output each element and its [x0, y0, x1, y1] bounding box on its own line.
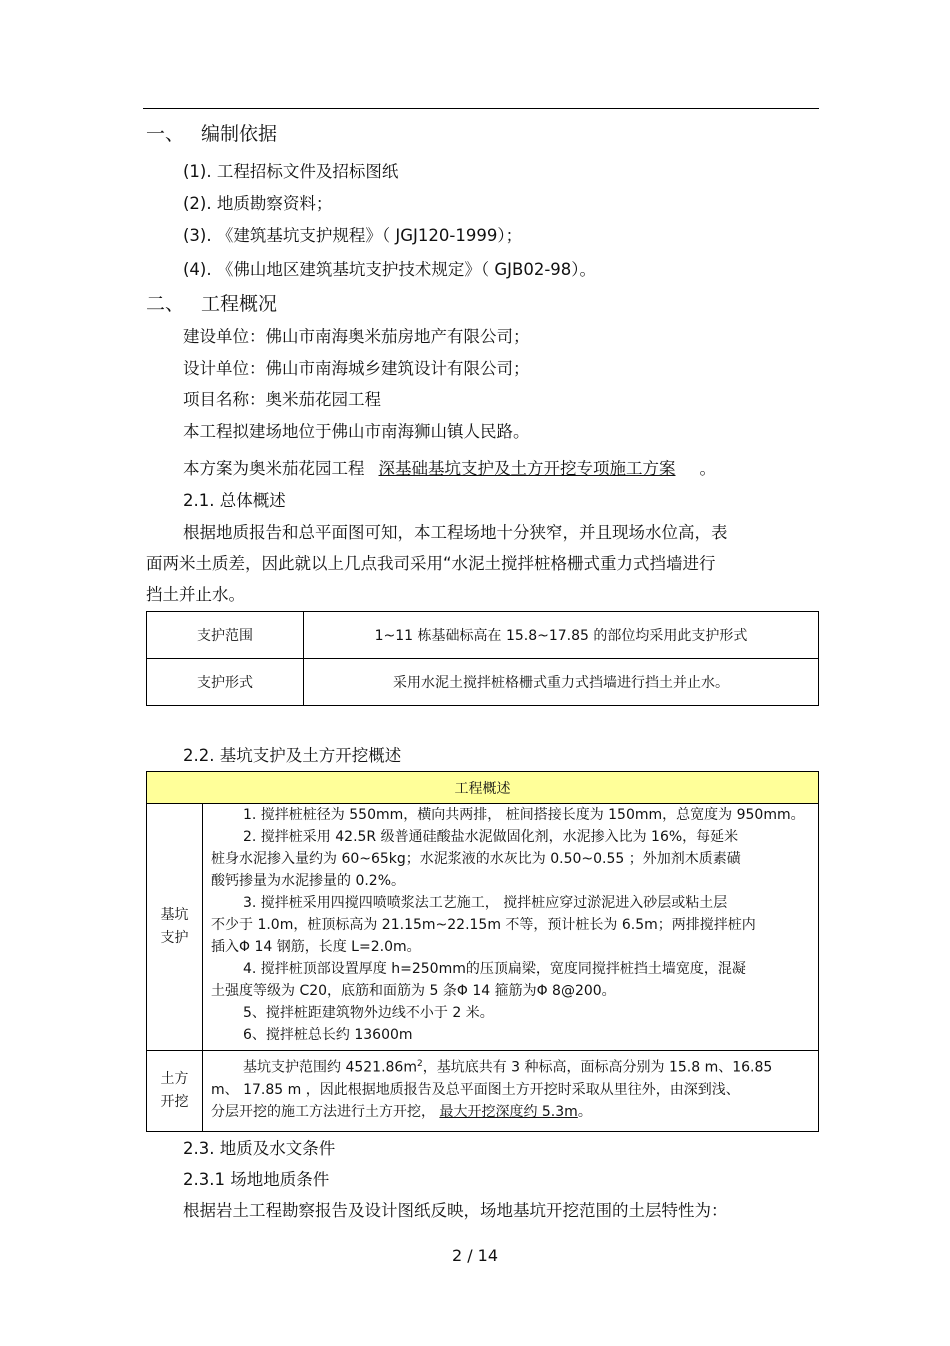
table-row: [147, 804, 819, 1051]
overview-table: [146, 771, 819, 1132]
support-section-label: [147, 804, 203, 1051]
table-row: [147, 612, 819, 659]
header-rule: [143, 108, 819, 109]
support-line: 5、搅拌桩距建筑物外边线不小于 2 米。: [243, 1005, 494, 1021]
max-depth: 最大开挖深度约 5.3m: [439, 1103, 578, 1120]
earthwork-section-body: [203, 1051, 819, 1132]
support-line: 4. 搅拌桩顶部设置厚度 h=250mm的压顶扁梁，宽度同搅拌桩挡土墙宽度，混凝: [243, 961, 746, 977]
support-range-value: 1~11 栋基础标高在 15.8~17.85 的部位均采用此支护形式: [304, 612, 819, 659]
support-line: 6、搅拌桩总长约 13600m: [243, 1027, 413, 1043]
earthwork-line: [211, 1101, 810, 1123]
support-table: [146, 611, 819, 706]
earthwork-section-label: [147, 1051, 203, 1132]
section1-title: 编制依据: [201, 123, 278, 145]
location-line: 本工程拟建场地位于佛山市南海狮山镇人民路。: [183, 422, 530, 441]
label-line: 基坑: [160, 907, 189, 923]
s22-heading: 2.2. 基坑支护及土方开挖概述: [183, 746, 402, 765]
earthwork-area: 基坑支护范围约 4521.86m: [243, 1059, 417, 1076]
section1-number: 一、: [146, 123, 185, 145]
support-line: 3. 搅拌桩采用四搅四喷喷浆法工艺施工， 搅拌桩应穿过淤泥进入砂层或粘土层: [243, 895, 728, 911]
builder-line: 建设单位：佛山市南海奥米茄房地产有限公司；: [183, 327, 530, 346]
earthwork-method: 分层开挖的施工方法进行土方开挖，: [211, 1103, 440, 1120]
plan-title: 深基础基坑支护及土方开挖专项施工方案: [378, 459, 676, 478]
s21-heading: 2.1. 总体概述: [183, 491, 286, 510]
area-superscript: 2: [416, 1059, 423, 1069]
s21-para-line: 挡土并止水。: [146, 585, 245, 604]
table-row: [147, 659, 819, 706]
table-row: [147, 1051, 819, 1132]
support-form-value: 采用水泥土搅拌桩格栅式重力式挡墙进行挡土并止水。: [304, 659, 819, 706]
support-line: 不少于 1.0m，桩顶标高为 21.15m~22.15m 不等，预计桩长为 6.5m；两排搅拌桩内: [211, 917, 756, 933]
label-line: 土方: [160, 1070, 189, 1087]
label-line: 开挖: [160, 1093, 189, 1110]
section1-item: (1). 工程招标文件及招标图纸: [183, 162, 399, 181]
plan-line: [183, 455, 716, 479]
s23-heading: 2.3. 地质及水文条件: [183, 1139, 336, 1158]
overview-table-header: 工程概述: [147, 772, 819, 804]
support-section-body: [203, 804, 819, 1051]
project-name-line: 项目名称：奥米茄花园工程: [183, 390, 381, 409]
designer-line: 设计单位：佛山市南海城乡建筑设计有限公司；: [183, 359, 530, 378]
support-line: 桩身水泥掺入量约为 60~65kg；水泥浆液的水灰比为 0.50~0.55 ；外加剂木质素磺: [211, 851, 741, 867]
s231-heading: 2.3.1 场地地质条件: [183, 1170, 330, 1189]
earthwork-end: 。: [577, 1103, 592, 1120]
support-line: 2. 搅拌桩采用 42.5R 级普通硅酸盐水泥做固化剂，水泥掺入比为 16%，每延米: [243, 829, 739, 845]
support-line: 土强度等级为 C20，底筋和面筋为 5 条Φ 14 箍筋为Φ 8@200。: [211, 983, 616, 999]
section1-item: (2). 地质勘察资料；: [183, 194, 333, 213]
section1-item: (3). 《建筑基坑支护规程》（ JGJ120-1999）；: [183, 226, 523, 245]
section2-title: 工程概况: [201, 293, 278, 315]
s23-para: 根据岩土工程勘察报告及设计图纸反映，场地基坑开挖范围的土层特性为：: [183, 1201, 728, 1220]
section2-number: 二、: [146, 293, 185, 315]
support-line: 插入Φ 14 钢筋，长度 L=2.0m。: [211, 939, 421, 955]
earthwork-line: [211, 1053, 810, 1079]
s21-para-line: 面两米土质差，因此就以上几点我司采用“水泥土搅拌桩格栅式重力式挡墙进行: [146, 554, 716, 573]
label-line: 支护: [160, 930, 189, 946]
s21-para-line: 根据地质报告和总平面图可知，本工程场地十分狭窄，并且现场水位高，表: [183, 523, 728, 542]
page-number: 2 / 14: [451, 1246, 499, 1265]
plan-suffix: 。: [699, 459, 716, 478]
section1-item: (4). 《佛山地区建筑基坑支护技术规定》（ GJB02-98）。: [183, 260, 597, 279]
earthwork-line: m、 17.85 m ，因此根据地质报告及总平面图土方开挖时采取从里往外，由深到浅、: [211, 1081, 740, 1098]
support-range-label: 支护范围: [147, 612, 304, 659]
plan-prefix: 本方案为奥米茄花园工程: [183, 459, 365, 478]
earthwork-levels: ，基坑底共有 3 种标高，面标高分别为 15.8 m、16.85: [422, 1059, 773, 1076]
support-form-label: 支护形式: [147, 659, 304, 706]
support-line: 酸钙掺量为水泥掺量的 0.2%。: [211, 873, 406, 889]
support-line: 1. 搅拌桩桩径为 550mm，横向共两排， 桩间搭接长度为 150mm，总宽度为 950mm。: [243, 807, 805, 823]
table-row: [147, 772, 819, 804]
